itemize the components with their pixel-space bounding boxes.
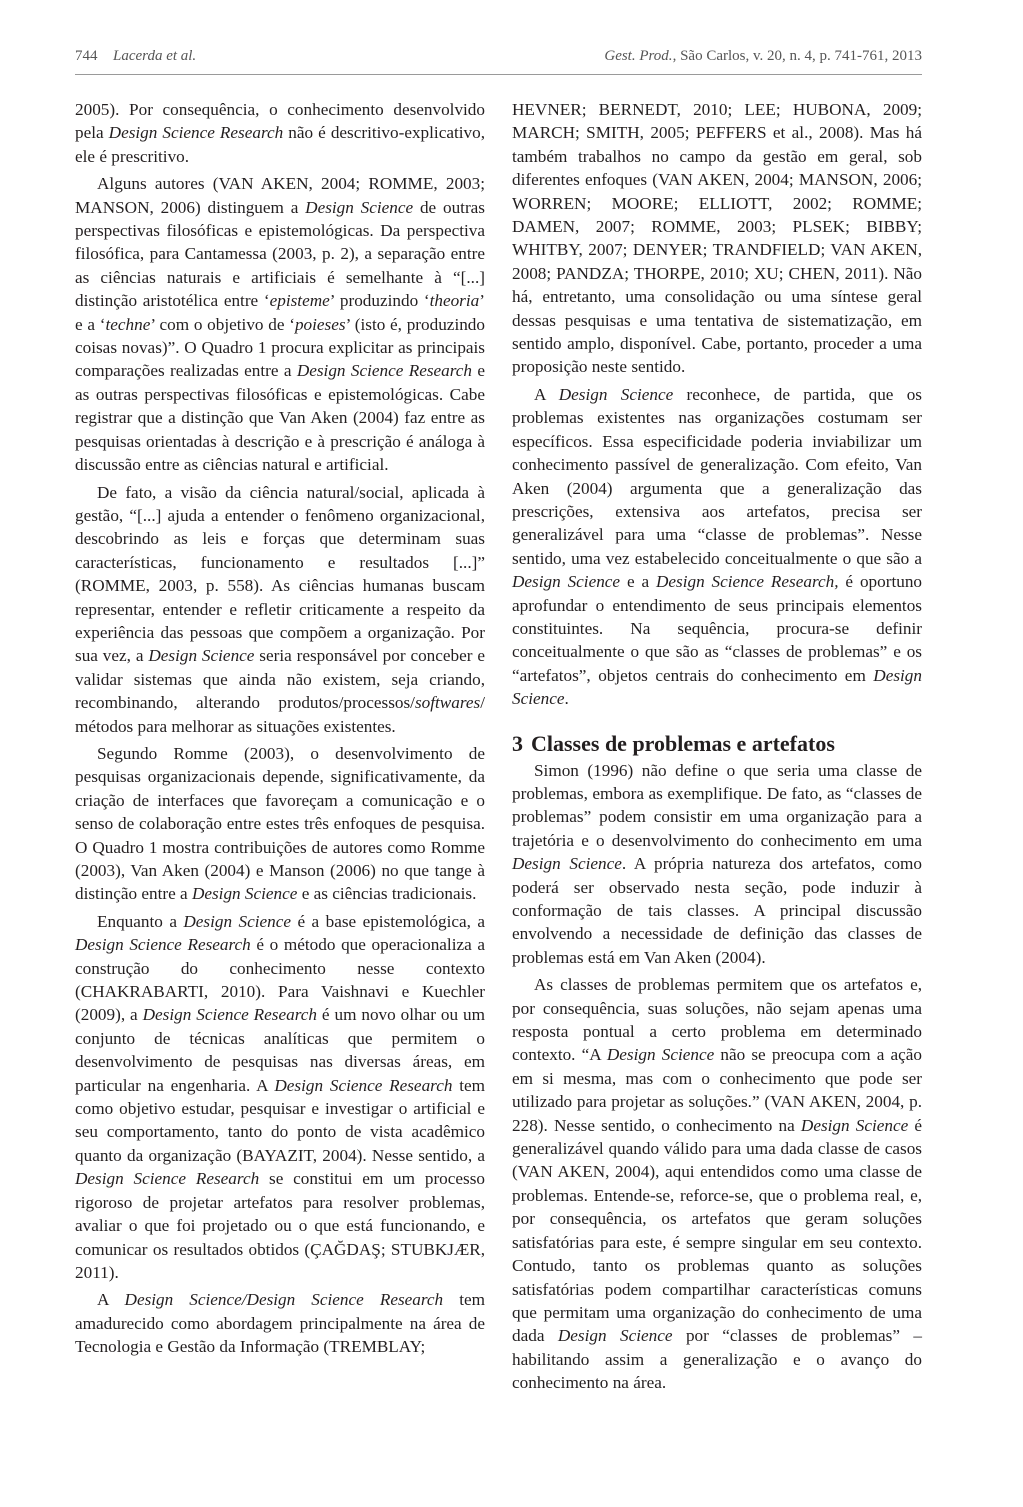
running-header [75, 46, 922, 75]
paragraph: A Design Science reconhece, de partida, que os problemas existentes nas organizações costumam ser específicos. Essa especificidade poderia inviabilizar um conhecimento passível de generalização. Com efeito, Van Aken (2004) argumenta que a generalização das prescrições, extensiva aos artefatos, precisa ser generalizável para uma “classe de problemas”. Nesse sentido, uma vez estabelecido conceitualmente o que são a Design Science e a Design Science Research, é oportuno aprofundar o entendimento de seus principais elementos constituintes. Na sequência, procura-se definir conceitualmente o que são as “classes de problemas” e os “artefatos”, objetos centrais do conhecimento em Design Science. [512, 384, 923, 709]
left-column [75, 98, 485, 1359]
paragraph: De fato, a visão da ciência natural/social, aplicada à gestão, “[...] ajuda a entender o fenômeno organizacional, descobrindo as leis e forças que determinam suas características, funcionamento e resultados [...]” (ROMME, 2003, p. 558). As ciências humanas buscam representar, entender e refletir criticamente a respeito da experiência das pessoas que compõem a organização. Por sua vez, a Design Science seria responsável por conceber e validar sistemas que ainda não existem, seja criando, recombinando, alterando produtos/processos/softwares/ métodos para melhorar as situações existentes. [75, 482, 485, 736]
paragraph: Enquanto a Design Science é a base epistemológica, a Design Science Research é o método que operacionaliza a construção do conhecimento nesse contexto (CHAKRABARTI, 2010). Para Vaishnavi e Kuechler (2009), a Design Science Research é um novo olhar ou um conjunto de técnicas analíticas que permitem o desenvolvimento de pesquisas nas diversas áreas, em particular na engenharia. A Design Science Research tem como objetivo estudar, pesquisar e investigar o artificial e seu comportamento, tanto do ponto de vista acadêmico quanto da organização (BAYAZIT, 2004). Nesse sentido, a Design Science Research se constitui em um processo rigoroso de projetar artefatos para resolver problemas, avaliar o que foi projetado ou o que está funcionando, e comunicar os resultados obtidos (ÇAĞDAŞ; STUBKJÆR, 2011). [75, 911, 486, 1282]
section-title: Classes de problemas e artefatos [531, 730, 835, 756]
right-column [512, 98, 922, 1395]
running-authors: Lacerda et al. [113, 48, 197, 64]
journal-name: Gest. Prod. [604, 48, 673, 64]
paragraph: As classes de problemas permitem que os artefatos e, por consequência, suas soluções, não sejam apenas uma resposta pontual a certo problema em determinado contexto. “A Design Science não se preocupa com a ação em si mesma, mas com o conhecimento que pode ser utilizado para projetar as soluções.” (VAN AKEN, 2004, p. 228). Nesse sentido, o conhecimento na Design Science é generalizável quando válido para uma dada classe de casos (VAN AKEN, 2004), aqui entendidos como uma classe de problemas. Entende-se, reforce-se, que o problema real, e, por consequência, os artefatos que geram soluções satisfatórias para este, é sempre singular em seu contexto. Contudo, tanto os problemas quanto as soluções satisfatórias podem compartilhar características comuns que permitam uma organização do conhecimento de uma dada Design Science por “classes de problemas” – habilitando assim a generalização e o avanço do conhecimento na área. [512, 975, 923, 1393]
paragraph: Simon (1996) não define o que seria uma classe de problemas, embora as exemplifique. De fato, as “classes de problemas” podem consistir em uma organização para a trajetória e o desenvolvimento do conhecimento em uma Design Science. A própria natureza dos artefatos, como poderá ser observado nesta seção, pode induzir à conformação de tais classes. A principal discussão envolvendo a necessidade de definição das classes de problemas está em Van Aken (2004). [512, 760, 923, 967]
paragraph: 2005). Por consequência, o conhecimento desenvolvido pela Design Science Research não é descritivo-explicativo, ele é prescritivo. [75, 100, 485, 166]
paragraph: Alguns autores (VAN AKEN, 2004; ROMME, 2003; MANSON, 2006) distinguem a Design Science de outras perspectivas filosóficas e epistemológicas. Da perspectiva filosófica, para Cantamessa (2003, p. 2), a separação entre as ciências naturais e artificiais é semelhante à “[...] distinção aristotélica entre ‘episteme’ produzindo ‘theoria’ e a ‘techne’ com o objetivo de ‘poieses’ (isto é, produzindo coisas novas)”. O Quadro 1 procura explicitar as principais comparações realizadas entre a Design Science Research e as outras perspectivas filosóficas e epistemológicas. Cabe registrar que a distinção que Van Aken (2004) faz entre as pesquisas orientadas à descrição e à prescrição é análoga à discussão entre as ciências natural e artificial. [75, 174, 485, 475]
citation-details: , São Carlos, v. 20, n. 4, p. 741-761, 2013 [672, 48, 922, 64]
page-number: 744 [75, 48, 98, 64]
paragraph: HEVNER; BERNEDT, 2010; LEE; HUBONA, 2009; MARCH; SMITH, 2005; PEFFERS et al., 2008). Mas há também trabalhos no campo da gestão em geral, sob diferentes enfoques (VAN AKEN, 2004; MANSON, 2006; WORREN; MOORE; ELLIOTT, 2002; ROMME; DAMEN, 2007; ROMME, 2003; PLSEK; BIBBY; WHITBY, 2007; DENYER; TRANDFIELD; VAN AKEN, 2008; PANDZA; THORPE, 2010; XU; CHEN, 2011). Não há, entretanto, uma consolidação ou uma síntese geral dessas pesquisas e uma tentativa de sistematização, em sentido amplo, disponível. Cabe, portanto, proceder a uma proposição neste sentido. [512, 100, 922, 377]
section-number: 3 [512, 730, 523, 756]
journal-citation [604, 48, 922, 65]
paragraph: Segundo Romme (2003), o desenvolvimento de pesquisas organizacionais depende, significativamente, da criação de interfaces que favoreçam a comunicação e o senso de colaboração entre estes três enfoques de pesquisa. O Quadro 1 mostra contribuições de autores como Romme (2003), Van Aken (2004) e Manson (2006) no que tange à distinção entre a Design Science e as ciências tradicionais. [75, 743, 485, 904]
section-heading [512, 731, 922, 757]
paragraph: A Design Science/Design Science Research tem amadurecido como abordagem principalmente na área de Tecnologia e Gestão da Informação (TREMBLAY; [75, 1290, 485, 1357]
